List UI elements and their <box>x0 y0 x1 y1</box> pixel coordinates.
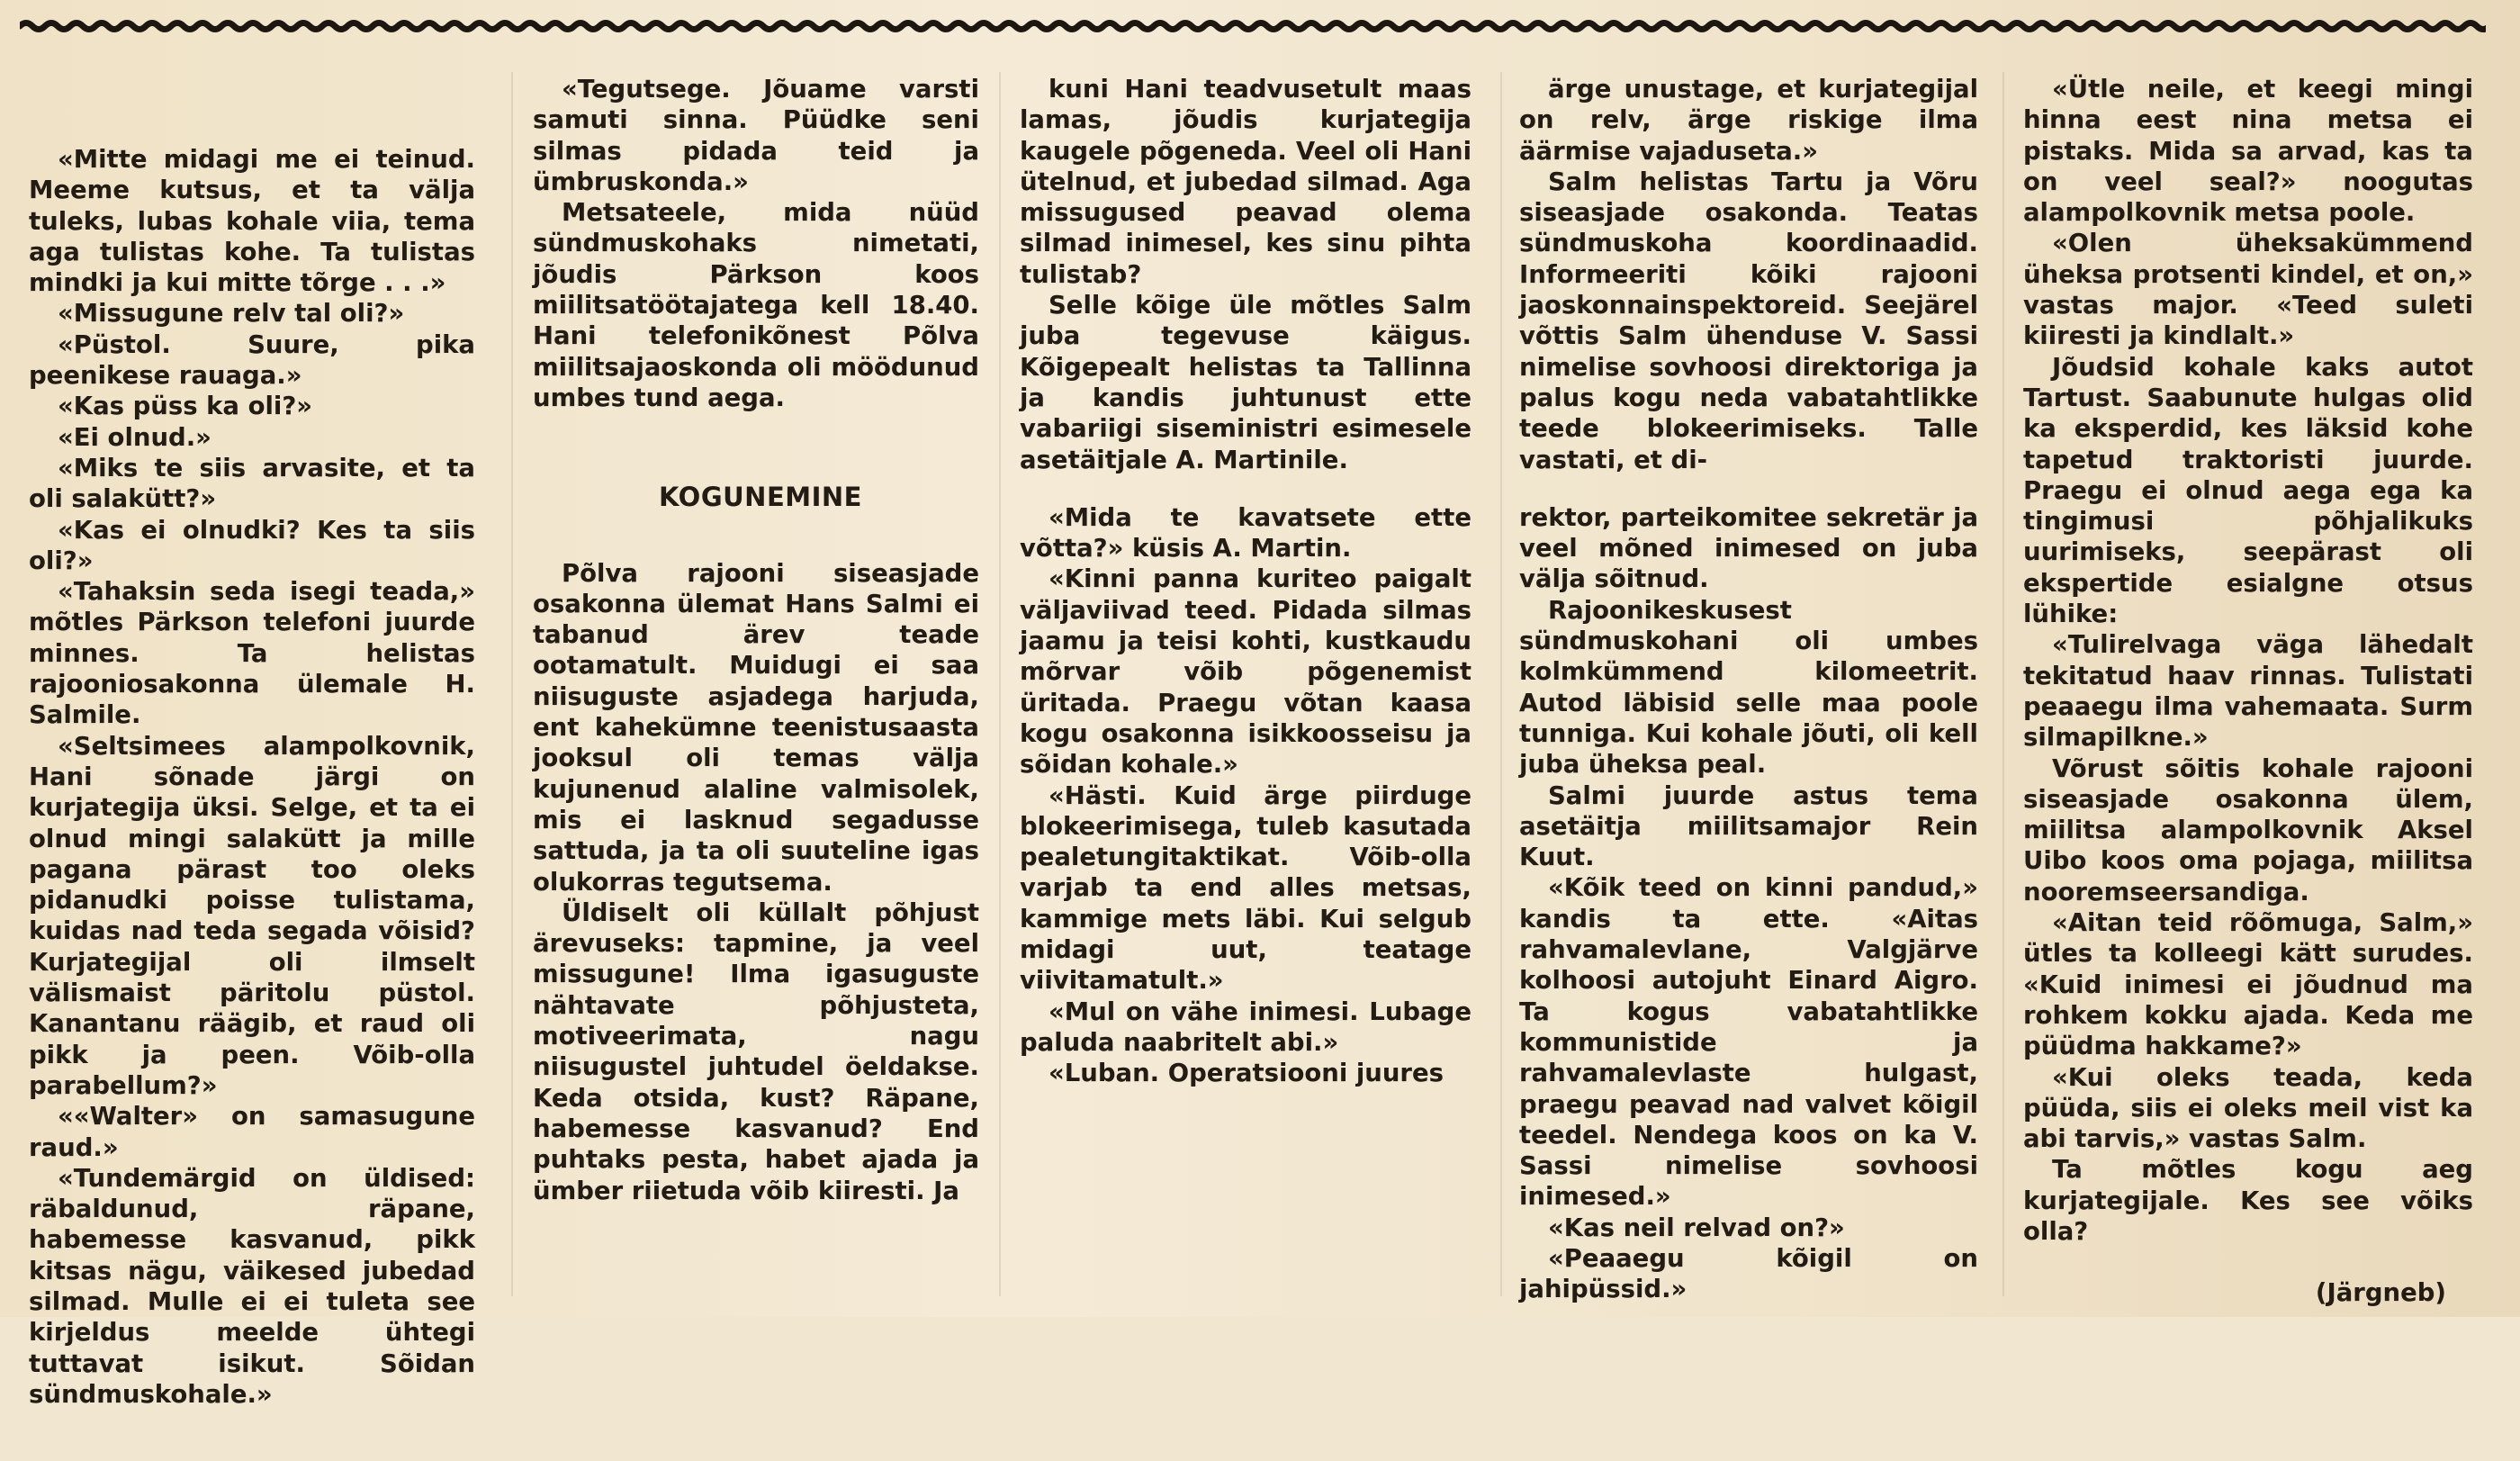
paragraph: «Seltsimees alampolkovnik, Hani sõnade järgi on kurjategija üksi. Selge, et ta ei olnud mingi salakütt ja mille pagana pärast too oleks pidanudki poisse tulistama, kuidas nad teda segada võisid? Kurjategijal oli ilmselt välismaist päritolu püstol. Kanantanu räägib, et raud oli pikk ja peen. Võib-olla parabellum?» <box>29 731 475 1100</box>
paragraph: «Tahaksin seda isegi teada,» mõtles Pärkson telefoni juurde minnes. Ta helistas rajooniosakonna ülemale H. Salmile. <box>29 577 475 730</box>
paragraph: «Kas neil relvad on?» <box>1548 1213 1845 1242</box>
paragraph: «Tulirelvaga väga lähedalt tekitatud haav rinnas. Tulistati peaaegu ilma vahemaata. Surm silmapilkne.» <box>2023 630 2473 753</box>
paragraph: Ta mõtles kogu aeg kurjategijale. Kes see võiks olla? <box>2023 1155 2473 1246</box>
article-column-2 <box>533 0 979 1391</box>
paragraph: «Püstol. Suure, pika peenikese rauaga.» <box>29 329 475 391</box>
paragraph: «Kas püss ka oli?» <box>58 392 313 421</box>
paragraph: Salm helistas Tartu ja Võru siseasjade osakonda. Teatas sündmuskoha koordinaadid. Informeeriti kõiki rajooni jaoskonnainspektoreid. Seejärel võttis Salm ühenduse V. Sassi nimelise sovhoosi direktoriga ja palus kogu neda vabatahtlikke teede blokeerimiseks. Talle vastati, et di- <box>1519 167 1978 474</box>
section-subheading: KOGUNEMINE <box>659 482 862 513</box>
paragraph: Võrust sõitis kohale rajooni siseasjade osakonna ülem, miilitsa alampolkovnik Aksel Uibo koos oma pojaga, miilitsa nooremseersandiga. <box>2023 753 2473 906</box>
paragraph: «Tegutsege. Jõuame varsti samuti sinna. Püüdke seni silmas pidada teid ja ümbruskonda.» <box>533 75 979 196</box>
paragraph: «Hästi. Kuid ärge piirduge blokeerimisega, tuleb kasutada pealetungitaktikat. Võib-olla varjab ta end alles metsas, kammige mets läbi. Kui selgub midagi uut, teatage viivitamatult.» <box>1020 780 1472 996</box>
paragraph: «Kui oleks teada, keda püüda, siis ei oleks meil vist ka abi tarvis,» vastas Salm. <box>2023 1062 2473 1154</box>
column-separator <box>511 72 513 1296</box>
article-column-5 <box>2023 0 2473 1391</box>
paragraph: Rajoonikeskusest sündmuskohani oli umbes kolmkümmend kilomeetrit. Autod läbisid selle maa poole tunniga. Kui kohale jõuti, oli kell juba üheksa peal. <box>1519 595 1978 780</box>
paragraph: «Miks te siis arvasite, et ta oli salakütt?» <box>29 453 475 514</box>
paragraph: Metsateele, mida nüüd sündmuskohaks nimetati, jõudis Pärkson koos miilitsatöötajatega kell 18.40. Hani telefonikõnest Põlva miilitsajaoskonda oli möödunud umbes tund aega. <box>533 198 979 412</box>
paragraph: ärge unustage, et kurjategijal on relv, ärge riskige ilma äärmise vajaduseta.» <box>1519 75 1978 166</box>
paragraph: «Missugune relv tal oli?» <box>58 299 405 329</box>
column-separator <box>2002 72 2004 1296</box>
paragraph: Salmi juurde astus tema asetäitja miilitsamajor Rein Kuut. <box>1519 780 1978 872</box>
column-separator <box>999 72 1001 1296</box>
paragraph: «Olen üheksakümmend üheksa protsenti kindel, et on,» vastas major. «Teed suleti kiiresti ja kindlalt.» <box>2023 229 2473 351</box>
paragraph: rektor, parteikomitee sekretär ja veel mõned inimesed on juba välja sõitnud. <box>1519 502 1978 594</box>
paragraph: «Mul on vähe inimesi. Lubage paluda naabritelt abi.» <box>1020 997 1472 1057</box>
paragraph: Jõudsid kohale kaks autot Tartust. Saabunute hulgas olid ka eksperdid, kes läksid kohe tapetud traktoristi juurde. Praegu ei olnud aega ega ka tingimusi põhjalikuks uurimiseks, seepärast oli ekspertide esialgne otsus lühike: <box>2023 352 2473 629</box>
article-column-1 <box>29 0 475 1461</box>
article-column-3 <box>1020 0 1472 1391</box>
paragraph: «Aitan teid rõõmuga, Salm,» ütles ta kolleegi kätt surudes. «Kuid inimesi ei jõudnud ma rohkem kokku ajada. Keda me püüdma hakkame?» <box>2023 908 2473 1061</box>
paragraph: «Mitte midagi me ei teinud. Meeme kutsus, et ta välja tuleks, lubas kohale viia, tema aga tulistas kohe. Ta tulistas mindki ja kui mitte tõrge . . .» <box>29 145 475 298</box>
paragraph: «Luban. Operatsiooni juures <box>1048 1059 1444 1088</box>
paragraph: Selle kõige üle mõtles Salm juba tegevuse käigus. Kõigepealt helistas ta Tallinna ja kandis juhtunust ette vabariigi siseministri esimesele asetäitjale A. Martinile. <box>1020 291 1472 474</box>
paragraph: «Kõik teed on kinni pandud,» kandis ta ette. «Aitas rahvamalevlane, Valgjärve kolhoosi autojuht Einard Aigro. Ta kogus vabatahtlikke kommunistide ja rahvamalevlaste hulgast, praegu peavad nad valvet kõigil teedel. Nendega koos on ka V. Sassi nimelise sovhoosi inimesed.» <box>1519 873 1978 1212</box>
paragraph: «Tundemärgid on üldised: räbaldunud, räpane, habemesse kasvanud, pikk kitsas nägu, väikesed jubedad silmad. Mulle ei ei tuleta see kirjeldus meelde ühtegi tuttavat isikut. Sõidan sündmuskohale.» <box>29 1163 475 1409</box>
paragraph: «Peaaegu kõigil on jahipüssid.» <box>1519 1243 1978 1304</box>
paragraph: ««Walter» on samasugune raud.» <box>29 1102 475 1162</box>
paragraph: «Mida te kavatsete ette võtta?» küsis A. Martin. <box>1020 502 1472 564</box>
paragraph: Põlva rajooni siseasjade osakonna ülemat Hans Salmi ei tabanud ärev teade ootamatult. Muidugi ei saa niisuguste asjadega harjuda, ent kahekümne teenistusaasta jooksul oli temas välja kujunenud alaline valmisolek, mis ei lasknud segadusse sattuda, ja ta oli suuteline igas olukorras tegutsema. <box>533 558 979 897</box>
column-separator <box>1500 72 1502 1296</box>
paragraph: «Kinni panna kuriteo paigalt väljaviivad teed. Pidada silmas jaamu ja teisi kohti, kustkaudu mõrvar võib põgenemist üritada. Praegu võtan kaasa kogu osakonna isikkoosseisu ja sõidan kohale.» <box>1020 564 1472 780</box>
paragraph: kuni Hani teadvusetult maas lamas, jõudis kurjategija kaugele põgeneda. Veel oli Hani ütelnud, et jubedad silmad. Aga missugused peavad olema silmad inimesel, kes sinu pihta tulistab? <box>1020 75 1472 289</box>
article-column-4 <box>1519 0 1978 1391</box>
to-be-continued-signoff: (Järgneb) <box>2315 1278 2446 1308</box>
paragraph: «Ei olnud.» <box>58 422 212 452</box>
paragraph: «Ütle neile, et keegi mingi hinna eest nina metsa ei pistaks. Mida sa arvad, kas ta on veel seal?» noogutas alampolkovnik metsa poole. <box>2023 75 2473 228</box>
paragraph: «Kas ei olnudki? Kes ta siis oli?» <box>29 515 475 575</box>
paragraph: Üldiselt oli küllalt põhjust ärevuseks: tapmine, ja veel missugune! Ilma igasuguste nähtavate põhjusteta, motiveerimata, nagu niisugustel juhtudel öeldakse. Keda otsida, kust? Räpane, habemesse kasvanud? End puhtaks pesta, habet ajada ja ümber riietuda võib kiiresti. Ja <box>533 897 979 1205</box>
